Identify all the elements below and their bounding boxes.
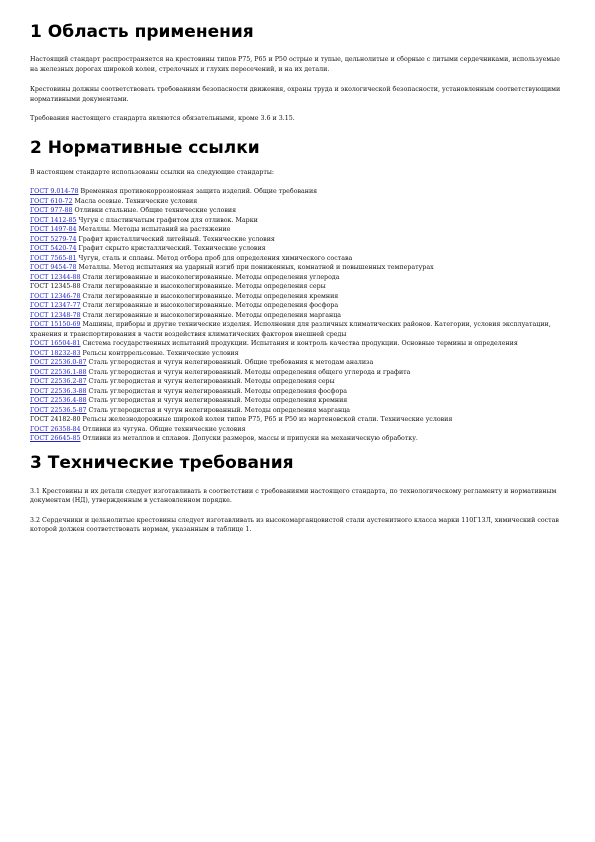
- section-heading-scope: 1 Область применения: [30, 22, 254, 42]
- standard-link[interactable]: ГОСТ 16504-81: [30, 340, 81, 347]
- standard-link[interactable]: ГОСТ 610-72: [30, 197, 73, 205]
- reference-item: [30, 406, 565, 416]
- standard-title: Машины, приборы и другие технические изделия. Исполнения для различных климатических районов. Категории, условия эксплуатации, хранения и транспортирования в части воздействия климатических факторов внешней среды: [30, 321, 551, 338]
- standard-title: Стали легированные и высоколегированные. Методы определения марганца: [80, 311, 342, 319]
- standard-title: Чугун, сталь и сплавы. Метод отбора проб для определения химического состава: [76, 254, 353, 262]
- standard-title: Сталь углеродистая и чугун нелегированный. Методы определения марганца: [86, 406, 351, 414]
- standard-title: Отливки из чугуна. Общие технические условия: [80, 425, 246, 433]
- paragraph: 3.2 Сердечники и цельнолитые крестовины следует изготавливать из высокомарганцовистой стали аустенитного класса марки 110Г13Л, химический состав которой должен соответствовать нормам, указанным в таблице 1.: [30, 516, 559, 533]
- standard-title: Графит скрыто кристаллический. Технические условия: [76, 245, 266, 252]
- standard-link[interactable]: ГОСТ 12344-88: [30, 273, 81, 281]
- standard-code: ГОСТ 24182-80: [30, 416, 81, 423]
- standard-link[interactable]: ГОСТ 26645-85: [30, 435, 81, 442]
- reference-item: [30, 235, 565, 245]
- standard-title: Временная противокоррозионная защита изделий. Общие требования: [78, 188, 318, 195]
- reference-item: [30, 425, 565, 435]
- reference-item: [30, 349, 565, 359]
- section-heading-references: 2 Нормативные ссылки: [30, 137, 260, 158]
- standard-title: Сталь углеродистая и чугун нелегированный. Методы определения серы: [86, 378, 335, 385]
- standard-title: Сталь углеродистая и чугун нелегированный. Методы определения кремния: [86, 397, 348, 404]
- paragraph: Требования настоящего стандарта являются обязательными, кроме 3.6 и 3.15.: [30, 115, 295, 122]
- standard-link[interactable]: ГОСТ 22536.1-88: [30, 368, 87, 376]
- standard-title: Система государственных испытаний продукции. Испытания и контроль качества продукции. Основные термины и определения: [80, 340, 518, 347]
- reference-item: [30, 368, 565, 378]
- reference-item: [30, 434, 565, 444]
- standard-link[interactable]: ГОСТ 26358-84: [30, 425, 81, 433]
- reference-item: [30, 254, 565, 264]
- standard-code: ГОСТ 12345-88: [30, 283, 81, 290]
- standard-title: Отливки стальные. Общие технические условия: [72, 207, 237, 214]
- reference-item: [30, 377, 565, 387]
- section-heading-technical-requirements: 3 Технические требования: [30, 452, 294, 473]
- reference-item: [30, 263, 565, 273]
- reference-item: [30, 216, 565, 226]
- standard-link[interactable]: ГОСТ 9.014-78: [30, 188, 79, 195]
- reference-list: [30, 187, 565, 444]
- standard-title: Рельсы железнодорожные широкой колеи типов Р75, Р65 и Р50 из мартеновской стали. Технические условия: [80, 416, 453, 423]
- reference-item: [30, 320, 565, 339]
- standard-link[interactable]: ГОСТ 22536.4-88: [30, 397, 87, 404]
- standard-title: Отливки из металлов и сплавов. Допуски размеров, массы и припуски на механическую обработку.: [80, 435, 418, 442]
- reference-item: [30, 301, 565, 311]
- standard-link[interactable]: ГОСТ 977-88: [30, 207, 73, 214]
- reference-item: [30, 197, 565, 207]
- standard-link[interactable]: ГОСТ 1412-85: [30, 216, 77, 224]
- reference-item: [30, 273, 565, 283]
- reference-item: [30, 311, 565, 321]
- standard-title: Стали легированные и высоколегированные. Методы определения фосфора: [80, 302, 339, 309]
- standard-link[interactable]: ГОСТ 22536.2-87: [30, 378, 87, 385]
- reference-item: [30, 396, 565, 406]
- standard-title: Сталь углеродистая и чугун нелегированный. Общие требования к методам анализа: [86, 359, 374, 366]
- standard-title: Стали легированные и высоколегированные. Методы определения кремния: [80, 292, 339, 300]
- standard-title: Стали легированные и высоколегированные. Методы определения серы: [80, 283, 326, 290]
- reference-item: [30, 292, 565, 302]
- paragraph: Крестовины должны соответствовать требованиям безопасности движения, охраны труда и экологической безопасности, установленным соответствующими нормативными документами.: [30, 86, 561, 103]
- standard-link[interactable]: ГОСТ 22536.5-87: [30, 406, 87, 414]
- standard-title: Рельсы контррельсовые. Технические условия: [80, 349, 239, 357]
- standard-link[interactable]: ГОСТ 12348-78: [30, 311, 81, 319]
- standard-title: Сталь углеродистая и чугун нелегированный. Методы определения фосфора: [86, 387, 348, 395]
- standard-link[interactable]: ГОСТ 9454-78: [30, 264, 77, 271]
- standard-link[interactable]: ГОСТ 12347-77: [30, 302, 81, 309]
- reference-item: [30, 244, 565, 254]
- paragraph: Настоящий стандарт распространяется на крестовины типов Р75, Р65 и Р50 острые и тупые, цельнолитые и сборные с литыми сердечниками, используемые на железных дорогах широкой колеи, стрелочных и глухих пересечений, и на их детали.: [30, 56, 560, 73]
- standard-link[interactable]: ГОСТ 22536.3-88: [30, 387, 87, 395]
- standard-link[interactable]: ГОСТ 5279-74: [30, 235, 77, 243]
- reference-item: [30, 415, 565, 425]
- reference-item: [30, 187, 565, 197]
- standard-link[interactable]: ГОСТ 15150-69: [30, 321, 81, 328]
- paragraph: В настоящем стандарте использованы ссылки на следующие стандарты:: [30, 168, 275, 176]
- standard-link[interactable]: ГОСТ 22536.0-87: [30, 359, 87, 366]
- standard-link[interactable]: ГОСТ 5420-74: [30, 245, 77, 252]
- standard-title: Металлы. Методы испытаний на растяжение: [76, 226, 231, 233]
- reference-item: [30, 387, 565, 397]
- reference-item: [30, 282, 565, 292]
- reference-item: [30, 339, 565, 349]
- standard-title: Масла осевые. Технические условия: [72, 197, 198, 205]
- standard-title: Сталь углеродистая и чугун нелегированный. Методы определения общего углерода и графита: [86, 368, 411, 376]
- standard-title: Графит кристаллический литейный. Технические условия: [76, 235, 275, 243]
- standard-title: Металлы. Метод испытания на ударный изгиб при пониженных, комнатной и повышенных температурах: [76, 264, 434, 271]
- standard-link[interactable]: ГОСТ 18232-83: [30, 349, 81, 357]
- reference-item: [30, 206, 565, 216]
- standard-link[interactable]: ГОСТ 7565-81: [30, 254, 77, 262]
- paragraph: 3.1 Крестовины и их детали следует изготавливать в соответствии с требованиями настоящего стандарта, по технологическому регламенту и нормативным документам (НД), утвержденным в установленном порядке.: [30, 487, 557, 504]
- reference-item: [30, 358, 565, 368]
- standard-title: Чугун с пластинчатым графитом для отливок. Марки: [76, 216, 258, 224]
- standard-link[interactable]: ГОСТ 12346-78: [30, 292, 81, 300]
- standard-title: Стали легированные и высоколегированные. Методы определения углерода: [80, 273, 340, 281]
- reference-item: [30, 225, 565, 235]
- standard-link[interactable]: ГОСТ 1497-84: [30, 226, 77, 233]
